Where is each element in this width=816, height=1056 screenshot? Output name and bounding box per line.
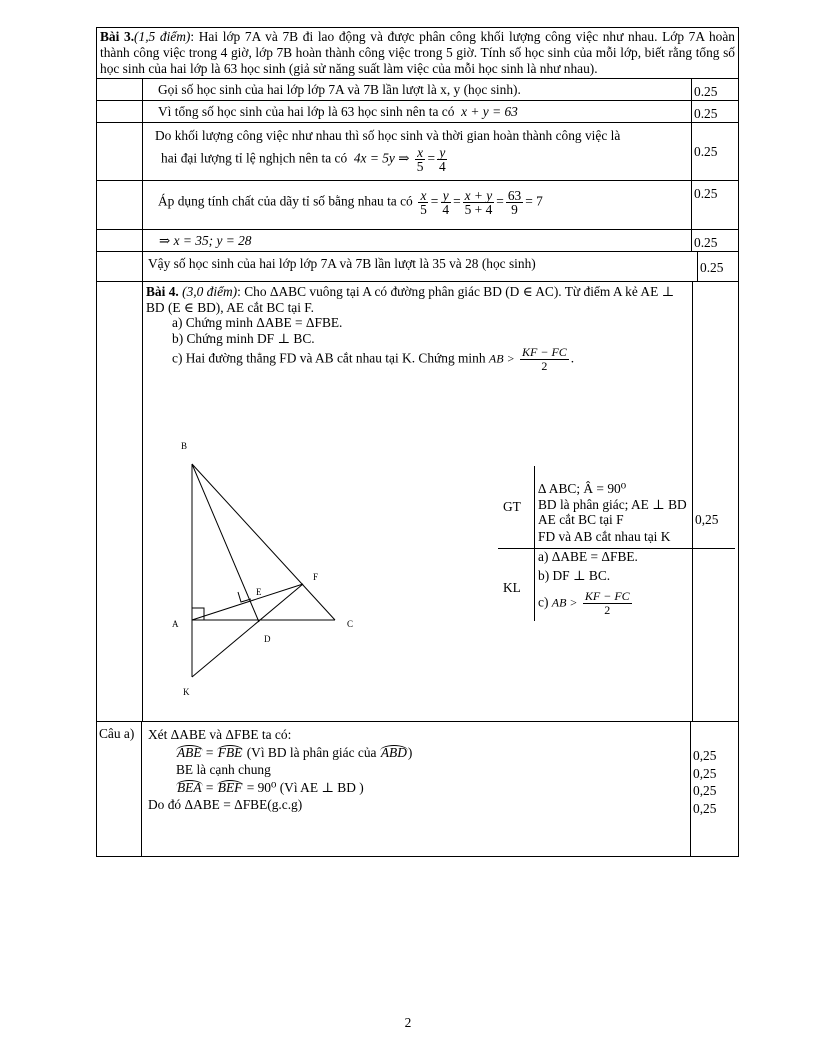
cau-a: Câu a) Xét ΔABE và ΔFBE ta có: ABE = FBE (Vì BD là phân giác của ABD) BE là cạnh chung BEA = BEF = 90⁰ (Vì AE ⊥ BD ) Do đó ΔABE = ΔFBE(g.c.g) 0,25 0,25 0,25 0,25 bbox=[97, 722, 738, 857]
svg-text:B: B bbox=[181, 441, 188, 451]
bai3-step-4: Áp dụng tính chất của dãy tỉ số bằng nhau ta có $\frac{x}{5}$ = $\frac{y}{4}$ = $\frac{x + y}{5 + 4}$ = $\frac{63}{9}$ = 7 0.25 bbox=[97, 181, 738, 230]
geometry-figure bbox=[155, 412, 354, 697]
answer-table bbox=[96, 27, 739, 857]
segment-BD bbox=[192, 464, 259, 622]
segment-AF bbox=[192, 584, 303, 620]
fraction-x-5: $\frac{x}{5}$ bbox=[416, 145, 424, 174]
right-angle-E bbox=[238, 592, 251, 602]
svg-text:D: D bbox=[264, 634, 271, 644]
segment-KF bbox=[192, 584, 303, 677]
bai3-step-6: Vậy số học sinh của hai lớp lớp 7A và 7B lần lượt là 35 và 28 (học sinh) 0.25 bbox=[97, 252, 738, 282]
svg-text:E: E bbox=[256, 587, 262, 597]
bai3-step-3: Do khối lượng công việc như nhau thì số học sinh và thời gian hoàn thành công việc là hai đại lượng tỉ lệ nghịch nên ta có 4x = 5y ⇒ $\frac{x}{5}$ = $\frac{y}{4}$ 0.25 bbox=[97, 123, 738, 181]
svg-text:F: F bbox=[313, 572, 319, 582]
bai3-problem: Bài 3.(1,5 điểm): Hai lớp 7A và 7B đi lao động và được phân công khối lượng công việc như nhau. Lớp 7A hoàn thành công việc trong 4 giờ, lớp 7B hoàn thành công việc trong 5 giờ. Tính số học sinh của mỗi lớp, biết rằng tổng số học sinh của hai lớp là 63 học sinh (giả sử năng suất làm việc của mỗi học sinh là như nhau). bbox=[97, 28, 738, 79]
bai3-step-1: Gọi số học sinh của hai lớp lớp 7A và 7B lần lượt là x, y (học sinh). 0.25 bbox=[97, 79, 738, 101]
given-conclusion-box: GT KL ∆ ABC; Â = 90⁰ BD là phân giác; AE ⊥ BD AE cắt BC tại F FD và AB cắt nhau tại K a) ΔABE = ΔFBE. b) DF ⊥ BC. c) AB > $\frac{KF - FC}{2}$ bbox=[498, 466, 798, 621]
svg-text:C: C bbox=[347, 619, 354, 629]
svg-text:A: A bbox=[172, 619, 179, 629]
bai4-problem: Bài 4. (3,0 điểm): Cho ΔABC vuông tại A có đường phân giác BD (D ∈ AC). Từ điểm A kẻ AE ⊥ BD (E ∈ BD), AE cắt BC tại F. a) Chứng minh ΔABE = ΔFBE. b) Chứng minh DF ⊥ BC. c) Hai đường thẳng FD và AB cắt nhau tại K. Chứng minh AB > $\frac{KF - FC}{2}$ . B E F A D C K GT KL ∆ ABC; Â = 90⁰ BD là phân giác; AE ⊥ BD AE cắt BC tại F FD và AB cắt nhau tại K a) ΔABE = ΔFBE. b) DF ⊥ BC. c) AB > $\frac{KF - FC}{2}$ 0,25 bbox=[97, 282, 738, 722]
bai3-step-5: ⇒ x = 35; y = 28 0.25 bbox=[97, 230, 738, 252]
page-number: 2 bbox=[404, 1015, 412, 1030]
fraction-y-4: $\frac{y}{4}$ bbox=[439, 145, 446, 174]
svg-text:K: K bbox=[183, 687, 190, 697]
bai3-step-2: Vì tổng số học sinh của hai lớp là 63 học sinh nên ta có x + y = 63 0.25 bbox=[97, 101, 738, 123]
